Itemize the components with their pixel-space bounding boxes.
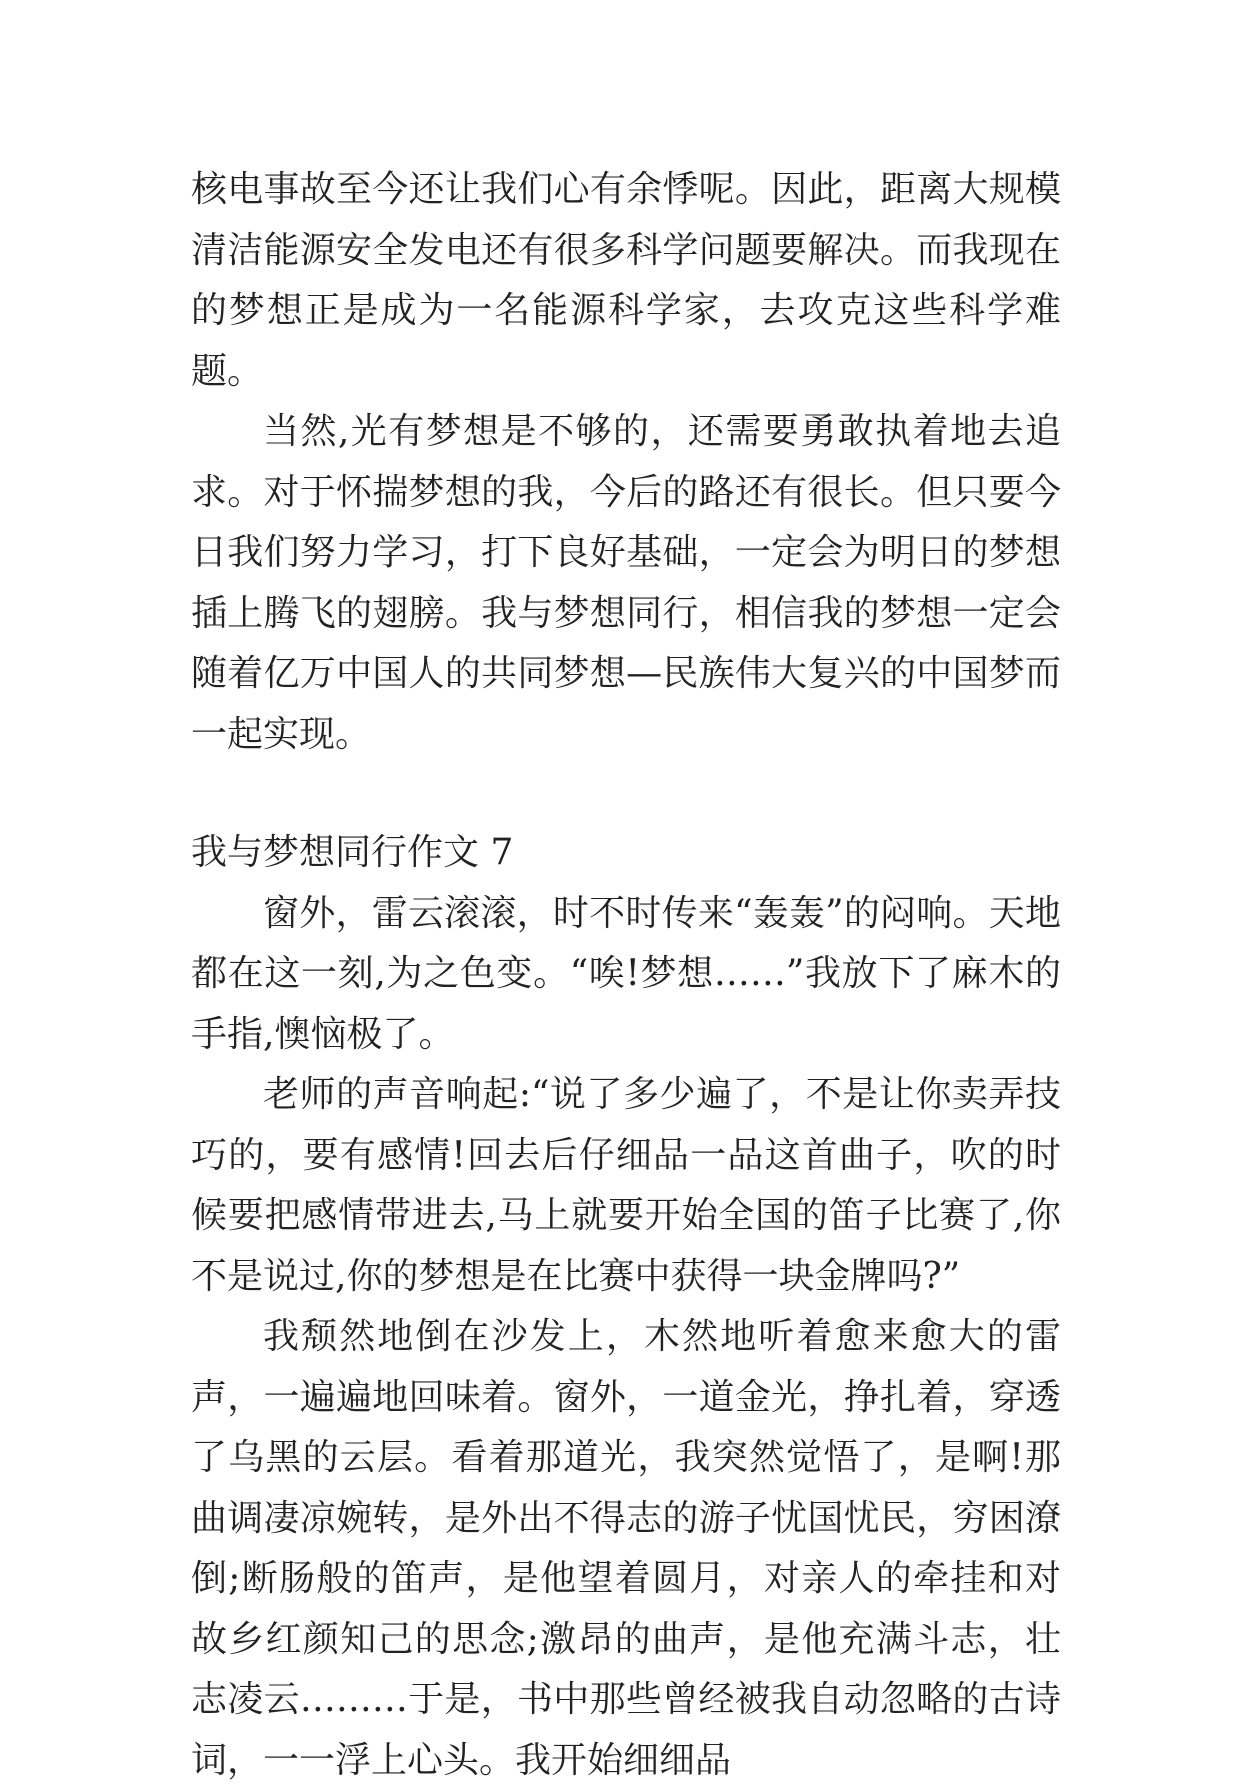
paragraph-dream-pursuit: 当然,光有梦想是不够的，还需要勇敢执着地去追求。对于怀揣梦想的我，今后的路还有很长。但只要今日我们努力学习，打下良好基础，一定会为明日的梦想插上腾飞的翅膀。我与梦想同行，相信我的梦想一定会随着亿万中国人的共同梦想—民族伟大复兴的中国梦而一起实现。 [191,411,1061,755]
paragraph-thunder: 窗外，雷云滚滚，时不时传来“轰轰”的闷响。天地都在这一刻,为之色变。“唉!梦想……”我放下了麻木的手指,懊恼极了。 [191,892,1061,1055]
section-title: 我与梦想同行作文 7 [191,832,514,873]
paragraph-teacher-voice: 老师的声音响起:“说了多少遍了，不是让你卖弄技巧的，要有感情!回去后仔细品一品这首曲子，吹的时候要把感情带进去,马上就要开始全国的笛子比赛了,你不是说过,你的梦想是在比赛中获得一块金牌吗?” [191,1074,1061,1297]
document-body [191,160,1061,1791]
paragraph-realization: 我颓然地倒在沙发上，木然地听着愈来愈大的雷声，一遍遍地回味着。窗外，一道金光，挣扎着，穿透了乌黑的云层。看着那道光，我突然觉悟了，是啊!那曲调凄凉婉转，是外出不得志的游子忧国忧民，穷困潦倒;断肠般的笛声，是他望着圆月，对亲人的牵挂和对故乡红颜知己的思念;激昂的曲声，是他充满斗志，壮志凌云………于是，书中那些曾经被我自动忽略的古诗词，一一浮上心头。我开始细细品 [191,1316,1061,1781]
paragraph-continued: 核电事故至今还让我们心有余悸呢。因此，距离大规模清洁能源安全发电还有很多科学问题要解决。而我现在的梦想正是成为一名能源科学家，去攻克这些科学难题。 [191,169,1061,392]
